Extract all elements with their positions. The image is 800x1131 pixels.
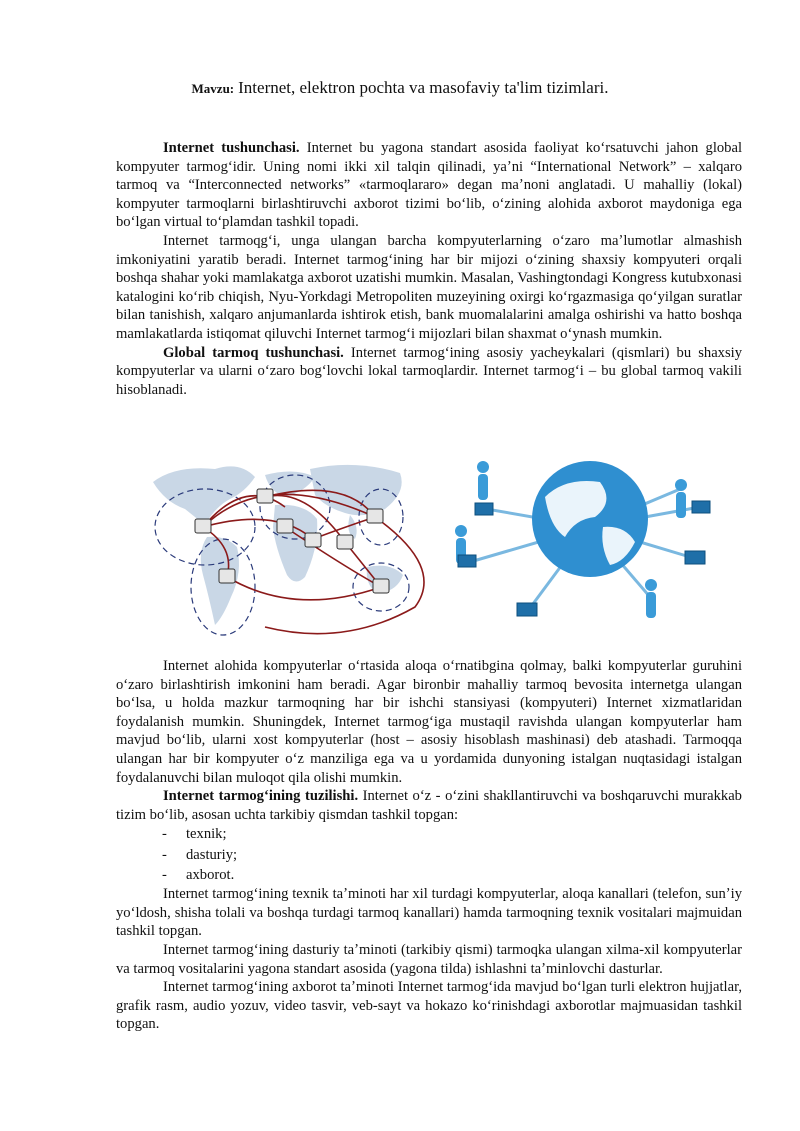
heading-global-network: Global tarmoq tushunchasi. bbox=[163, 344, 344, 361]
globe-network-image bbox=[455, 461, 710, 618]
list-item-text: texnik; bbox=[186, 826, 227, 843]
text-section-2 bbox=[116, 657, 742, 1034]
paragraph-global-network bbox=[116, 344, 742, 400]
network-illustration bbox=[145, 447, 725, 647]
components-list bbox=[116, 824, 742, 885]
paragraph-text: Internet oʻz - oʻzini shakllantiruvchi va boshqaruvchi murakkab tizim boʻlib, asosan uchta tarkibiy qismdan tashkil topgan: bbox=[116, 788, 742, 823]
heading-internet-concept: Internet tushunchasi. bbox=[163, 140, 300, 156]
list-item-text: dasturiy; bbox=[186, 846, 238, 863]
list-item bbox=[116, 824, 742, 844]
paragraph-internet-concept bbox=[116, 139, 742, 232]
text-section-1 bbox=[116, 139, 742, 399]
list-bullet: - bbox=[162, 866, 167, 883]
list-bullet: - bbox=[162, 826, 167, 843]
paragraph-technical-support: Internet tarmogʻining texnik taʼminoti har xil turdagi kompyuterlar, aloqa kanallari (telefon, sunʼiy yoʻldosh, shisha tolali va boshqa turdagi tarmoq kanallari) hamda tarmoqning texnik vositalari majmuidan tashkil topgan. bbox=[116, 886, 742, 940]
list-item bbox=[116, 845, 742, 865]
list-item-text: axborot. bbox=[186, 866, 235, 883]
paragraph-text: Internet tarmogʻining asosiy yacheykalari (qismlari) bu shaxsiy kompyuterlar va ularni oʻzaro bogʻlovchi lokal tarmoqlardir. Internet tarmogʻi – bu global tarmoq vakili hisoblanadi. bbox=[116, 344, 742, 398]
paragraph-software-support: Internet tarmogʻining dasturiy taʼminoti (tarkibiy qismi) tarmoqka ulangan xilma-xil kompyuterlar va tarmoq vositalarini yagona standart asosida (yagona tilda) ishlashni taʼminlovchi dasturlar. bbox=[116, 942, 742, 977]
page-title bbox=[0, 78, 800, 98]
paragraph-information-support: Internet tarmogʻining axborot taʼminoti Internet tarmogʻida mavjud boʻlgan turli elektron hujjatlar, grafik rasm, audio yozuv, video tasvir, veb-sayt va hokazo koʻrinishdagi axborotlar majmuasidan tashkil topgan. bbox=[116, 979, 742, 1033]
list-bullet: - bbox=[162, 846, 167, 863]
title-text: Internet, elektron pochta va masofaviy ta'lim tizimlari. bbox=[238, 78, 609, 97]
paragraph-internet-network: Internet tarmoqgʻi, unga ulangan barcha kompyuterlarning oʻzaro maʼlumotlar almashish imkoniyatini yaratib beradi. Internet tarmogʻining har bir mijozi oʻzining shaxsiy kompyuteri orqali boshqa shahar yoki mamlakatga axborot uzatishi mumkin. Masalan, Vashingtondagi Kongress kutubxonasi katalogini koʻrib chiqish, Nyu-Yorkdagi Metropoliten muzeyining oxirgi koʻrgazmasiga qoʻyilgan suratlar bilan tanishish, xalqaro anjumanlarda ishtirok etish, bank muomalalarini amalga oshirishi va hatto boshqa mamlakatlarda istiqomat qiluvchi Internet tarmogʻi mijozlari bilan shaxmat oʻynash mumkin. bbox=[116, 232, 742, 342]
heading-internet-structure: Internet tarmogʻining tuzilishi. bbox=[163, 788, 359, 805]
paragraph-internet-structure bbox=[116, 787, 742, 824]
world-map-image bbox=[153, 465, 424, 635]
paragraph-text: Internet bu yagona standart asosida faoliyat koʻrsatuvchi jahon global kompyuter tarmogʻidir. Uning nomi ikki xil talqin qilinadi, yaʼni “International Network” – xalqaro tarmoq va “Interconnected networks” «tarmoqlararo» degan maʼnoni anglatadi. U mahalliy (lokal) kompyuter tarmoqlarni birlashtiruvchi axborot tizimi boʻlib, oʻzining alohida axborot maydoniga ega boʻlgan virtual toʻplamdan tashkil topadi. bbox=[116, 140, 742, 231]
list-item bbox=[116, 865, 742, 885]
title-label: Mavzu: bbox=[191, 81, 235, 96]
paragraph-computers-groups: Internet alohida kompyuterlar oʻrtasida aloqa oʻrnatibgina qolmay, balki kompyuterlar guruhini oʻzaro birlashtirish imkonini ham beradi. Agar bironbir mahalliy tarmoq bevosita internetga ulangan boʻlsa, u holda mazkur tarmoqning har bir ishchi stansiyasi (kompyuteri) Internet xizmatlaridan foydalanish mumkin. Shuningdek, Internet tarmogʻiga mustaqil ravishda ulangan kompyuterlar ham mavjud boʻlib, ularni xost kompyuterlar (host – asosiy hisoblash mashinasi) deb atashadi. Tarmoqqa ulangan har bir kompyuter oʻz manziliga ega va u yordamida dunyoning istalgan nuqtasidagi istalgan foydalanuvchi bilan muloqot qila olishi mumkin. bbox=[116, 658, 742, 786]
